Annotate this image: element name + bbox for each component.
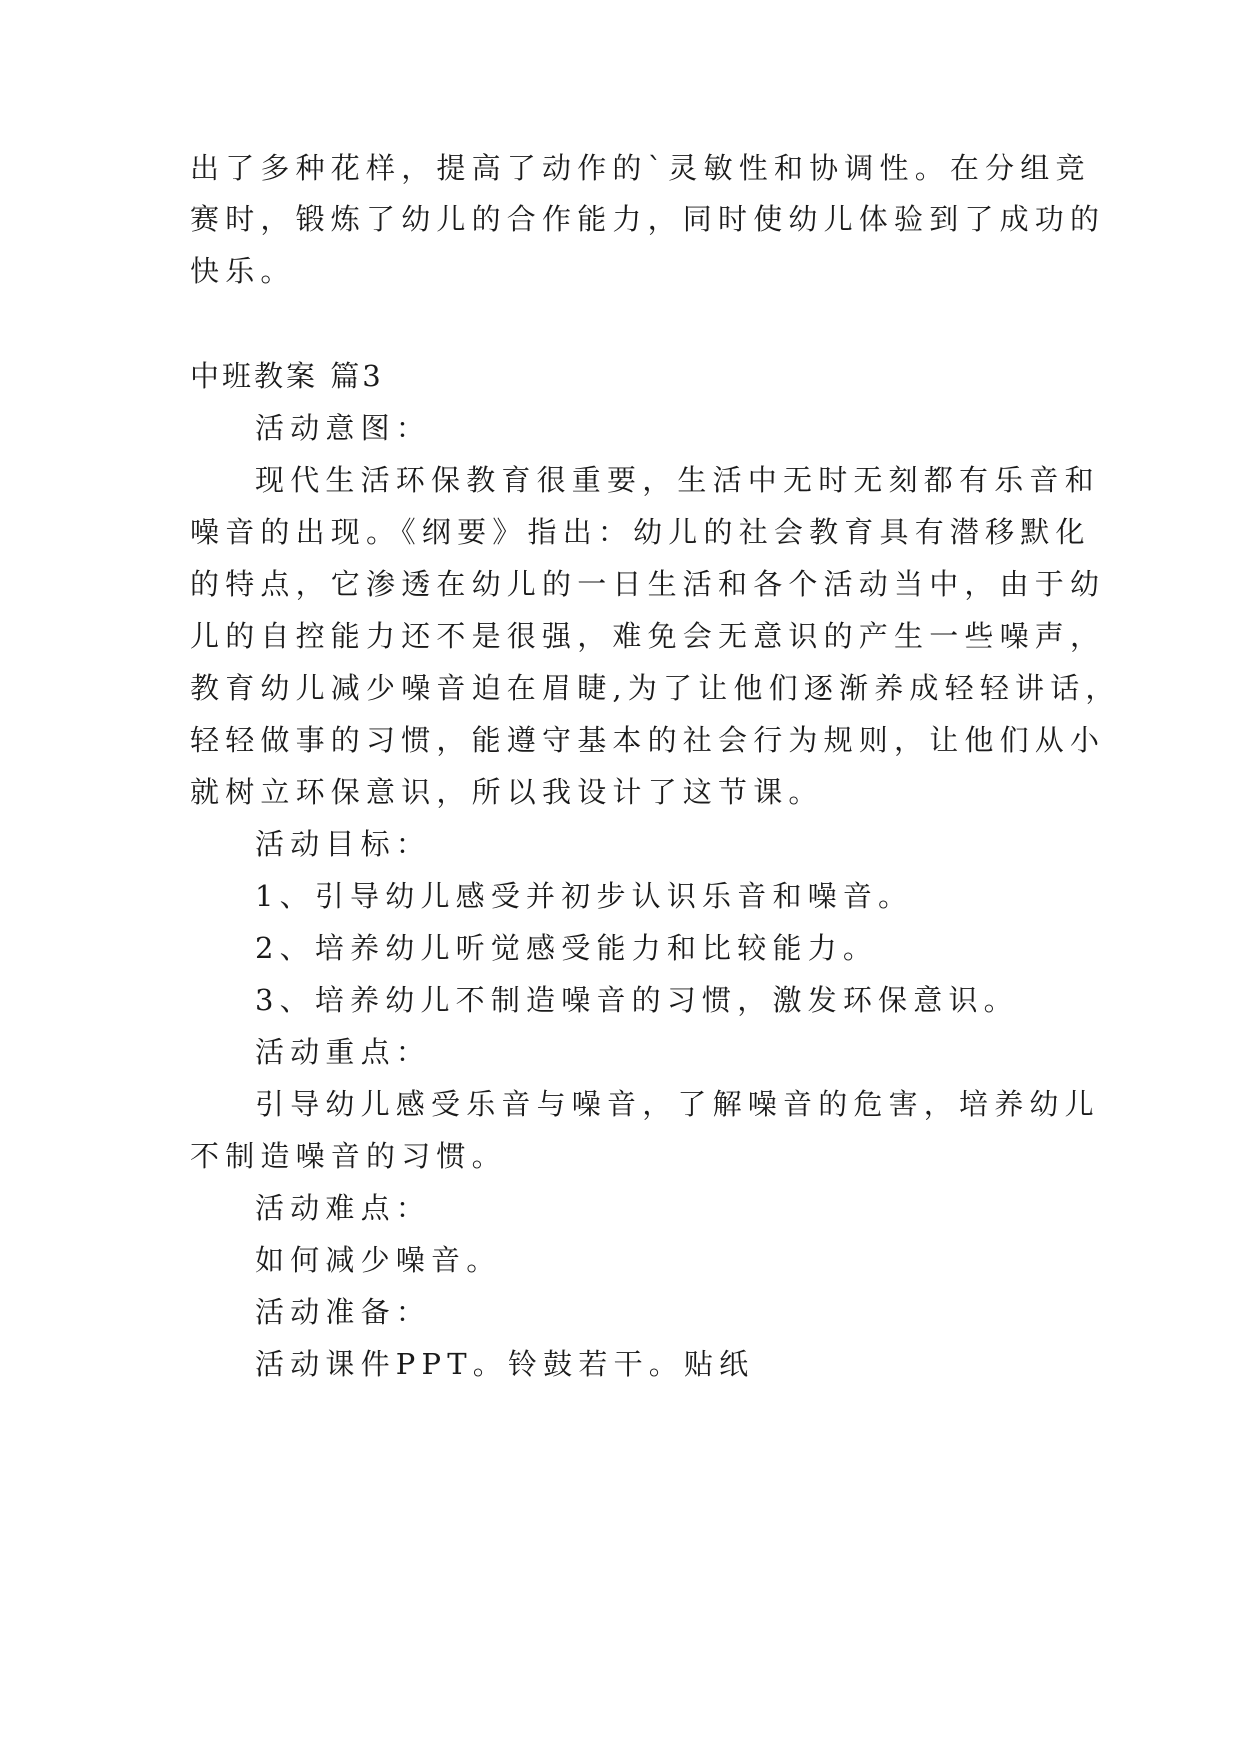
paragraph-line: 如何减少噪音。: [255, 1243, 502, 1277]
paragraph-line: 快乐。: [190, 254, 296, 288]
paragraph-line: 不制造噪音的习惯。: [190, 1139, 507, 1173]
paragraph-line: 引导幼儿感受乐音与噪音，了解噪音的危害，培养幼儿: [255, 1087, 1100, 1121]
section-title: 中班教案 篇3: [190, 359, 384, 393]
paragraph-line: 就树立环保意识，所以我设计了这节课。: [190, 775, 824, 809]
section-heading-difficulties: 活动难点：: [255, 1191, 432, 1225]
list-item: 2、培养幼儿听觉感受能力和比较能力。: [255, 931, 879, 965]
section-heading-intent: 活动意图：: [255, 411, 432, 445]
list-item: 3、培养幼儿不制造噪音的习惯，激发环保意识。: [255, 983, 1019, 1017]
paragraph-line: 噪音的出现。《纲要》指出：幼儿的社会教育具有潜移默化: [190, 515, 1091, 549]
paragraph-line: 出了多种花样，提高了动作的`灵敏性和协调性。在分组竞: [190, 151, 1091, 185]
paragraph-line: 教育幼儿减少噪音迫在眉睫,为了让他们逐渐养成轻轻讲话，: [190, 671, 1121, 705]
paragraph-line: 赛时，锻炼了幼儿的合作能力，同时使幼儿体验到了成功的: [190, 202, 1106, 236]
paragraph-line: 现代生活环保教育很重要，生活中无时无刻都有乐音和: [255, 463, 1100, 497]
paragraph-line: 的特点，它渗透在幼儿的一日生活和各个活动当中，由于幼: [190, 567, 1106, 601]
section-heading-goals: 活动目标：: [255, 827, 432, 861]
section-heading-preparation: 活动准备：: [255, 1295, 432, 1329]
section-heading-key-points: 活动重点：: [255, 1035, 432, 1069]
paragraph-line: 活动课件PPT。铃鼓若干。贴纸: [255, 1347, 755, 1381]
paragraph-line: 儿的自控能力还不是很强，难免会无意识的产生一些噪声，: [190, 619, 1106, 653]
list-item: 1、引导幼儿感受并初步认识乐音和噪音。: [255, 879, 914, 913]
paragraph-line: 轻轻做事的习惯，能遵守基本的社会行为规则，让他们从小: [190, 723, 1106, 757]
